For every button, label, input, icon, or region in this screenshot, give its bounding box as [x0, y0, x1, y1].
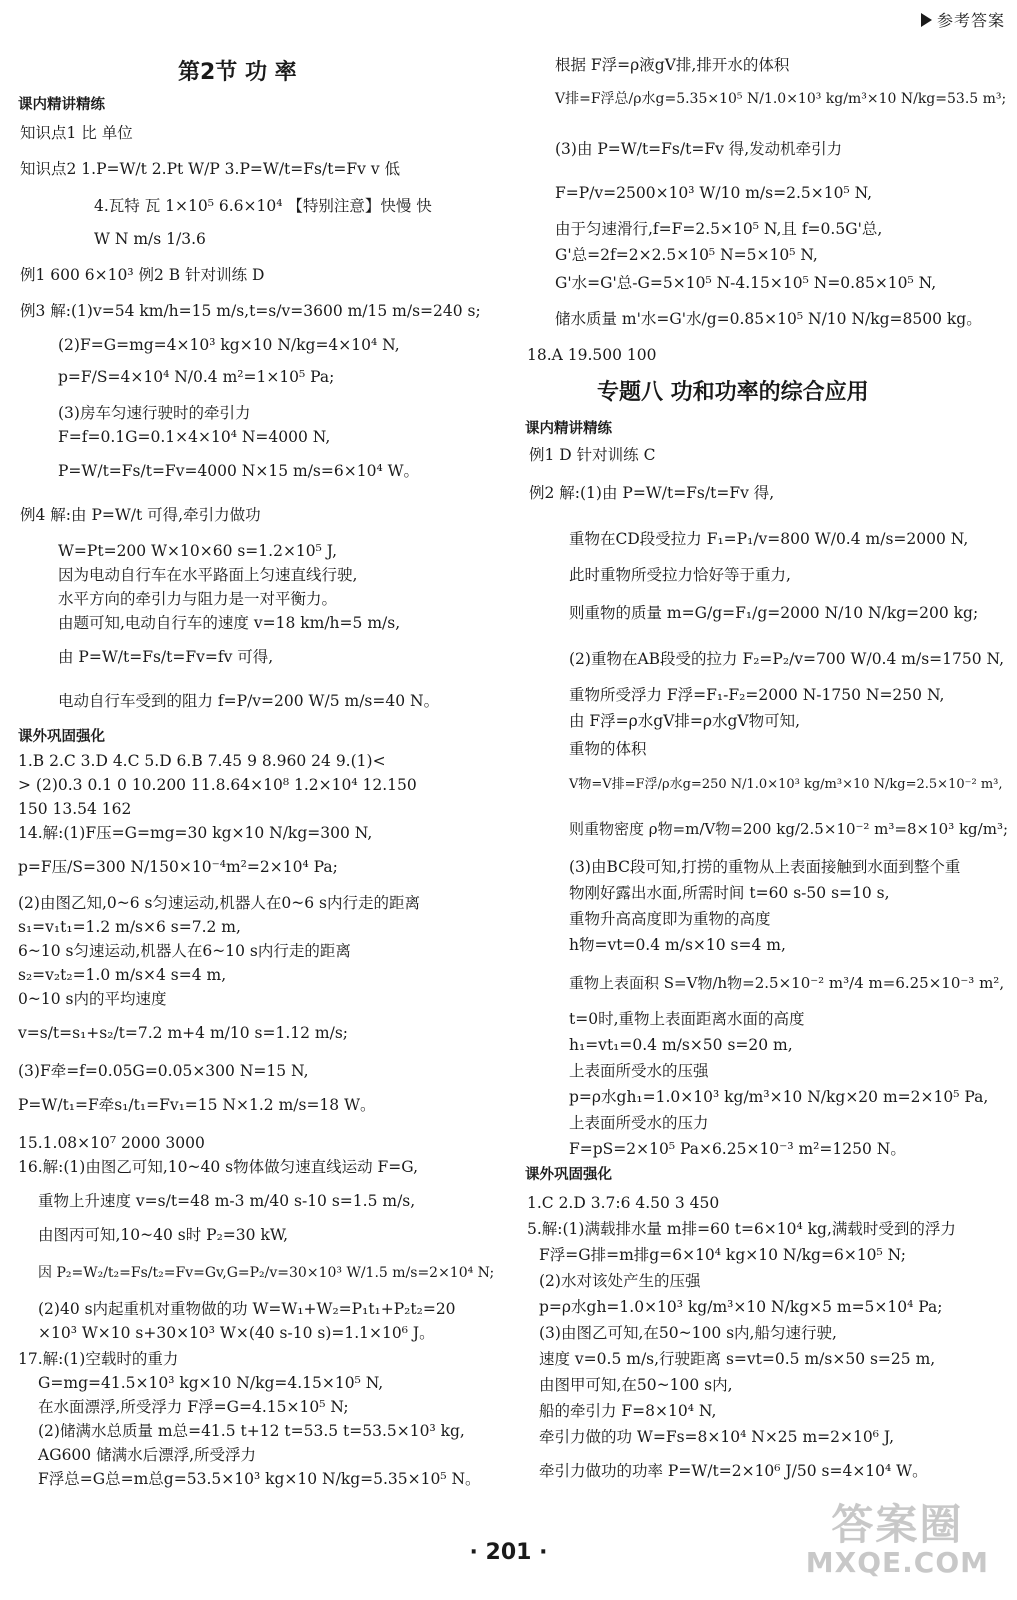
answer-line: s₂=v₂t₂=1.0 m/s×4 s=4 m, [18, 966, 227, 984]
answer-line: 船的牵引力 F=8×10⁴ N, [539, 1402, 717, 1420]
right-column [525, 0, 1009, 1540]
answer-line: 由图丙可知,10~40 s时 P₂=30 kW, [38, 1226, 288, 1244]
page-number: · 201 · [469, 1540, 548, 1565]
answer-line: 16.解:(1)由图乙可知,10~40 s物体做匀速直线运动 F=G, [18, 1158, 418, 1176]
answer-line: 储水质量 m'水=G'水/g=0.85×10⁵ N/10 N/kg=8500 kg。 [555, 310, 982, 328]
answer-line: p=ρ水gh₁=1.0×10³ kg/m³×10 N/kg×20 m=2×10⁵ Pa, [569, 1088, 989, 1106]
answer-line: 知识点2 1.P=W/t 2.Pt W/P 3.P=W/t=Fs/t=Fv v 低 [20, 160, 401, 178]
answer-line: 例4 解:由 P=W/t 可得,牵引力做功 [20, 506, 261, 524]
answer-line: 水平方向的牵引力与阻力是一对平衡力。 [58, 590, 338, 608]
answer-line: v=s/t=s₁+s₂/t=7.2 m+4 m/10 s=1.12 m/s; [18, 1024, 348, 1042]
answer-line: V物=V排=F浮/ρ水g=250 N/1.0×10³ kg/m³×10 N/kg=2.5×10⁻² m³, [569, 777, 1003, 792]
answer-line: > (2)0.3 0.1 0 10.200 11.8.64×10⁸ 1.2×10⁴ 12.150 [18, 776, 417, 794]
subsection-heading: 课外巩固强化 [18, 729, 105, 745]
answer-line: 由图甲可知,在50~100 s内, [539, 1376, 733, 1394]
answer-line: h物=vt=0.4 m/s×10 s=4 m, [569, 936, 786, 954]
answer-line: G'总=2f=2×2.5×10⁵ N=5×10⁵ N, [555, 246, 818, 264]
answer-line: W=Pt=200 W×10×60 s=1.2×10⁵ J, [58, 542, 338, 560]
answer-line: 牵引力做的功 W=Fs=8×10⁴ N×25 m=2×10⁶ J, [539, 1428, 895, 1446]
answer-line: s₁=v₁t₁=1.2 m/s×6 s=7.2 m, [18, 918, 241, 936]
answer-line: 由 P=W/t=Fs/t=Fv=fv 可得, [58, 648, 274, 666]
answer-line: P=W/t₁=F牵s₁/t₁=Fv₁=15 N×1.2 m/s=18 W。 [18, 1096, 376, 1114]
answer-line: 17.解:(1)空载时的重力 [18, 1350, 179, 1368]
answer-line: (2)水对该处产生的压强 [539, 1272, 701, 1290]
answer-line: 例1 D 针对训练 C [529, 446, 656, 464]
answer-line: 因为电动自行车在水平路面上匀速直线行驶, [58, 566, 358, 584]
answer-line: (2)F=G=mg=4×10³ kg×10 N/kg=4×10⁴ N, [58, 336, 400, 354]
answer-line: 知识点1 比 单位 [20, 124, 133, 142]
answer-line: (3)由BC段可知,打捞的重物从上表面接触到水面到整个重 [569, 858, 961, 876]
answer-line: AG600 储满水后漂浮,所受浮力 [38, 1446, 257, 1464]
answer-line: (3)由 P=W/t=Fs/t=Fv 得,发动机牵引力 [555, 140, 843, 158]
answer-line: 5.解:(1)满载排水量 m排=60 t=6×10⁴ kg,满载时受到的浮力 [527, 1220, 956, 1238]
answer-line: F=P/v=2500×10³ W/10 m/s=2.5×10⁵ N, [555, 184, 873, 202]
answer-line: 根据 F浮=ρ液gV排,排开水的体积 [555, 56, 790, 74]
answer-line: 重物所受浮力 F浮=F₁-F₂=2000 N-1750 N=250 N, [569, 686, 945, 704]
answer-line: 例3 解:(1)v=54 km/h=15 m/s,t=s/v=3600 m/15 m/s=240 s; [20, 302, 481, 320]
answer-line: (3)房车匀速行驶时的牵引力 [58, 404, 251, 422]
answer-line: (2)由图乙知,0~6 s匀速运动,机器人在0~6 s内行走的距离 [18, 894, 420, 912]
answer-line: 例2 解:(1)由 P=W/t=Fs/t=Fv 得, [529, 484, 775, 502]
answer-line: 电动自行车受到的阻力 f=P/v=200 W/5 m/s=40 N。 [58, 692, 440, 710]
answer-line: 6~10 s匀速运动,机器人在6~10 s内行走的距离 [18, 942, 351, 960]
answer-line: p=ρ水gh=1.0×10³ kg/m³×10 N/kg×5 m=5×10⁴ Pa; [539, 1298, 943, 1316]
answer-line: 例1 600 6×10³ 例2 B 针对训练 D [20, 266, 265, 284]
answer-line: 此时重物所受拉力恰好等于重力, [569, 566, 791, 584]
answer-line: G=mg=41.5×10³ kg×10 N/kg=4.15×10⁵ N, [38, 1374, 384, 1392]
answer-line: ×10³ W×10 s+30×10³ W×(40 s-10 s)=1.1×10⁶ J。 [38, 1324, 435, 1342]
answer-line: (2)储满水总质量 m总=41.5 t+12 t=53.5 t=53.5×10³ kg, [38, 1422, 465, 1440]
answer-line: 14.解:(1)F压=G=mg=30 kg×10 N/kg=300 N, [18, 824, 373, 842]
answer-line: 上表面所受水的压强 [569, 1062, 709, 1080]
answer-line: 重物在CD段受拉力 F₁=P₁/v=800 W/0.4 m/s=2000 N, [569, 530, 969, 548]
answer-line: p=F压/S=300 N/150×10⁻⁴m²=2×10⁴ Pa; [18, 858, 338, 876]
answer-line: (2)重物在AB段受的拉力 F₂=P₂/v=700 W/0.4 m/s=1750 N, [569, 650, 1005, 668]
answer-line: 0~10 s内的平均速度 [18, 990, 167, 1008]
answer-line: 重物升高高度即为重物的高度 [569, 910, 771, 928]
answer-line: 由题可知,电动自行车的速度 v=18 km/h=5 m/s, [58, 614, 401, 632]
answer-line: 在水面漂浮,所受浮力 F浮=G=4.15×10⁵ N; [38, 1398, 349, 1416]
answer-line: (2)40 s内起重机对重物做的功 W=W₁+W₂=P₁t₁+P₂t₂=20 [38, 1300, 456, 1318]
watermark-logo: 答案圈 MXQE.COM [805, 1500, 989, 1579]
left-column [18, 0, 508, 1540]
subsection-heading: 课内精讲精练 [525, 421, 612, 437]
answer-line: F浮总=G总=m总g=53.5×10³ kg×10 N/kg=5.35×10⁵ N。 [38, 1470, 481, 1488]
answer-line: 18.A 19.500 100 [527, 346, 657, 364]
header-label: 参考答案 [936, 11, 1005, 30]
answer-line: 重物上升速度 v=s/t=48 m-3 m/40 s-10 s=1.5 m/s, [38, 1192, 416, 1210]
answer-line: 由于匀速滑行,f=F=2.5×10⁵ N,且 f=0.5G'总, [555, 220, 883, 238]
subsection-heading: 课外巩固强化 [525, 1167, 612, 1183]
subsection-heading: 课内精讲精练 [18, 97, 105, 113]
answer-line: 由 F浮=ρ水gV排=ρ水gV物可知, [569, 712, 801, 730]
answer-line: p=F/S=4×10⁴ N/0.4 m²=1×10⁵ Pa; [58, 368, 335, 386]
answer-line: P=W/t=Fs/t=Fv=4000 N×15 m/s=6×10⁴ W。 [58, 462, 420, 480]
answer-line: t=0时,重物上表面距离水面的高度 [569, 1010, 805, 1028]
answer-line: 1.C 2.D 3.7:6 4.50 3 450 [527, 1194, 720, 1212]
answer-line: 速度 v=0.5 m/s,行驶距离 s=vt=0.5 m/s×50 s=25 m, [539, 1350, 936, 1368]
answer-line: 则重物密度 ρ物=m/V物=200 kg/2.5×10⁻² m³=8×10³ kg/m³; [569, 820, 1009, 838]
answer-line: 15.1.08×10⁷ 2000 3000 [18, 1134, 205, 1152]
answer-line: 则重物的质量 m=G/g=F₁/g=2000 N/10 N/kg=200 kg; [569, 604, 979, 622]
answer-line: (3)由图乙可知,在50~100 s内,船匀速行驶, [539, 1324, 837, 1342]
answer-line: 150 13.54 162 [18, 800, 132, 818]
topic-title: 专题八 功和功率的综合应用 [597, 380, 869, 405]
answer-line: 牵引力做功的功率 P=W/t=2×10⁶ J/50 s=4×10⁴ W。 [539, 1462, 928, 1480]
answer-line: F=pS=2×10⁵ Pa×6.25×10⁻³ m²=1250 N。 [569, 1140, 906, 1158]
answer-line: 因 P₂=W₂/t₂=Fs/t₂=Fv=Gv,G=P₂/v=30×10³ W/1.5 m/s=2×10⁴ N; [38, 1265, 495, 1281]
answer-line: 1.B 2.C 3.D 4.C 5.D 6.B 7.45 9 8.960 24 9.(1)< [18, 752, 386, 770]
answer-line: G'水=G'总-G=5×10⁵ N-4.15×10⁵ N=0.85×10⁵ N, [555, 274, 937, 292]
answer-line: (3)F牵=f=0.05G=0.05×300 N=15 N, [18, 1062, 309, 1080]
answer-line: F=f=0.1G=0.1×4×10⁴ N=4000 N, [58, 428, 331, 446]
answer-line: 重物上表面积 S=V物/h物=2.5×10⁻² m³/4 m=6.25×10⁻³ m², [569, 974, 1005, 992]
section-title: 第2节 功 率 [178, 60, 297, 85]
answer-line: h₁=vt₁=0.4 m/s×50 s=20 m, [569, 1036, 793, 1054]
answer-line: F浮=G排=m排g=6×10⁴ kg×10 N/kg=6×10⁵ N; [539, 1246, 906, 1264]
answer-line: 重物的体积 [569, 740, 647, 758]
answer-line: 上表面所受水的压力 [569, 1114, 709, 1132]
answer-line: 物刚好露出水面,所需时间 t=60 s-50 s=10 s, [569, 884, 890, 902]
answer-line: W N m/s 1/3.6 [94, 230, 206, 248]
answer-line: V排=F浮总/ρ水g=5.35×10⁵ N/1.0×10³ kg/m³×10 N/kg=53.5 m³; [555, 91, 1007, 107]
answer-line: 4.瓦特 瓦 1×10⁵ 6.6×10⁴ 【特别注意】快慢 快 [94, 197, 432, 215]
